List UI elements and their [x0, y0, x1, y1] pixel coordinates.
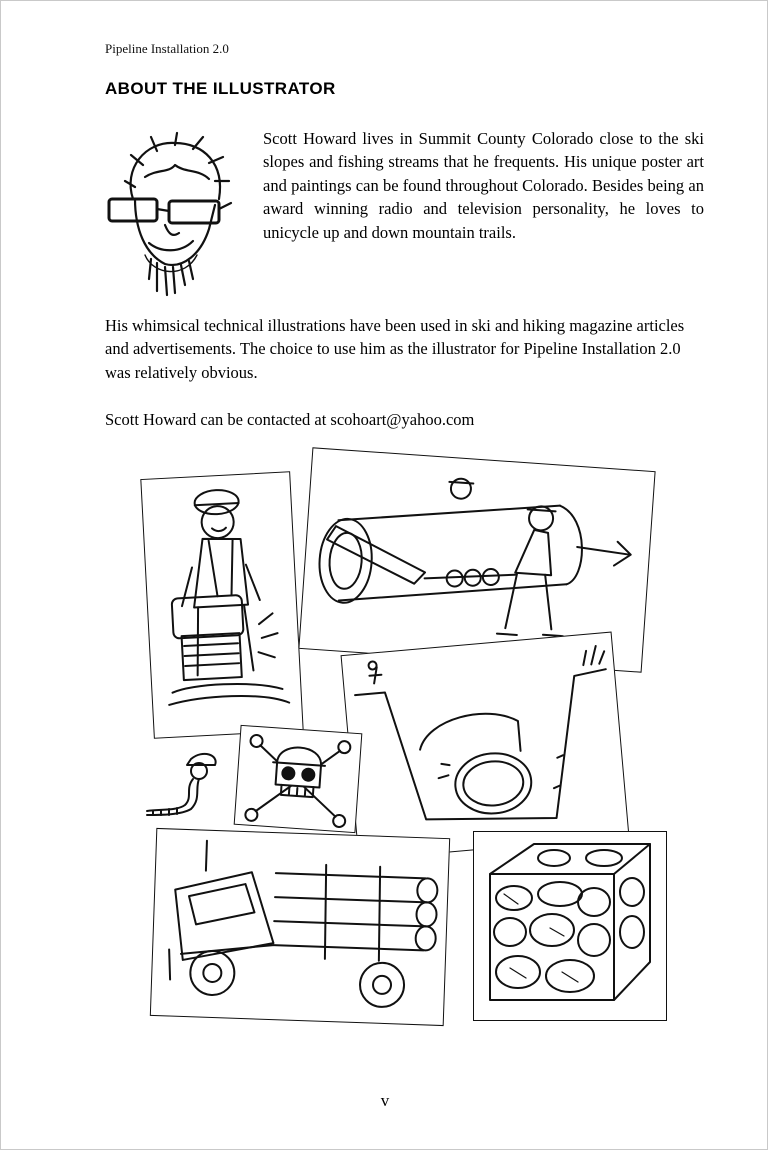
gabion-rock-cube-icon: [473, 831, 667, 1021]
contact-paragraph: Scott Howard can be contacted at scohoart@yahoo.com: [105, 410, 475, 429]
log-truck-icon: [150, 828, 450, 1026]
trench-pipe-icon: [341, 632, 630, 861]
running-header: Pipeline Installation 2.0: [105, 41, 229, 56]
page-number: v: [380, 1091, 390, 1110]
compactor-worker-icon: [140, 471, 303, 738]
portrait-icon: [105, 129, 235, 299]
bio-paragraph: Scott Howard lives in Summit County Colorado close to the ski slopes and fishing streams that he frequents. His unique poster art and paintings can be found throughout Colorado. Besides being an award winning radio and television personality, he loves to unicycle up and down mountain trails.: [263, 129, 704, 242]
illustrations-paragraph: His whimsical technical illustrations have been used in ski and hiking magazine articles and advertisements. The choice to use him as the illustrator for Pipeline Installation 2.0 was relatively obvious.: [105, 316, 685, 382]
worm-hardhat-icon: [141, 749, 221, 819]
section-title: ABOUT THE ILLUSTRATOR: [105, 79, 336, 98]
skull-crossbones-icon: [234, 725, 363, 833]
